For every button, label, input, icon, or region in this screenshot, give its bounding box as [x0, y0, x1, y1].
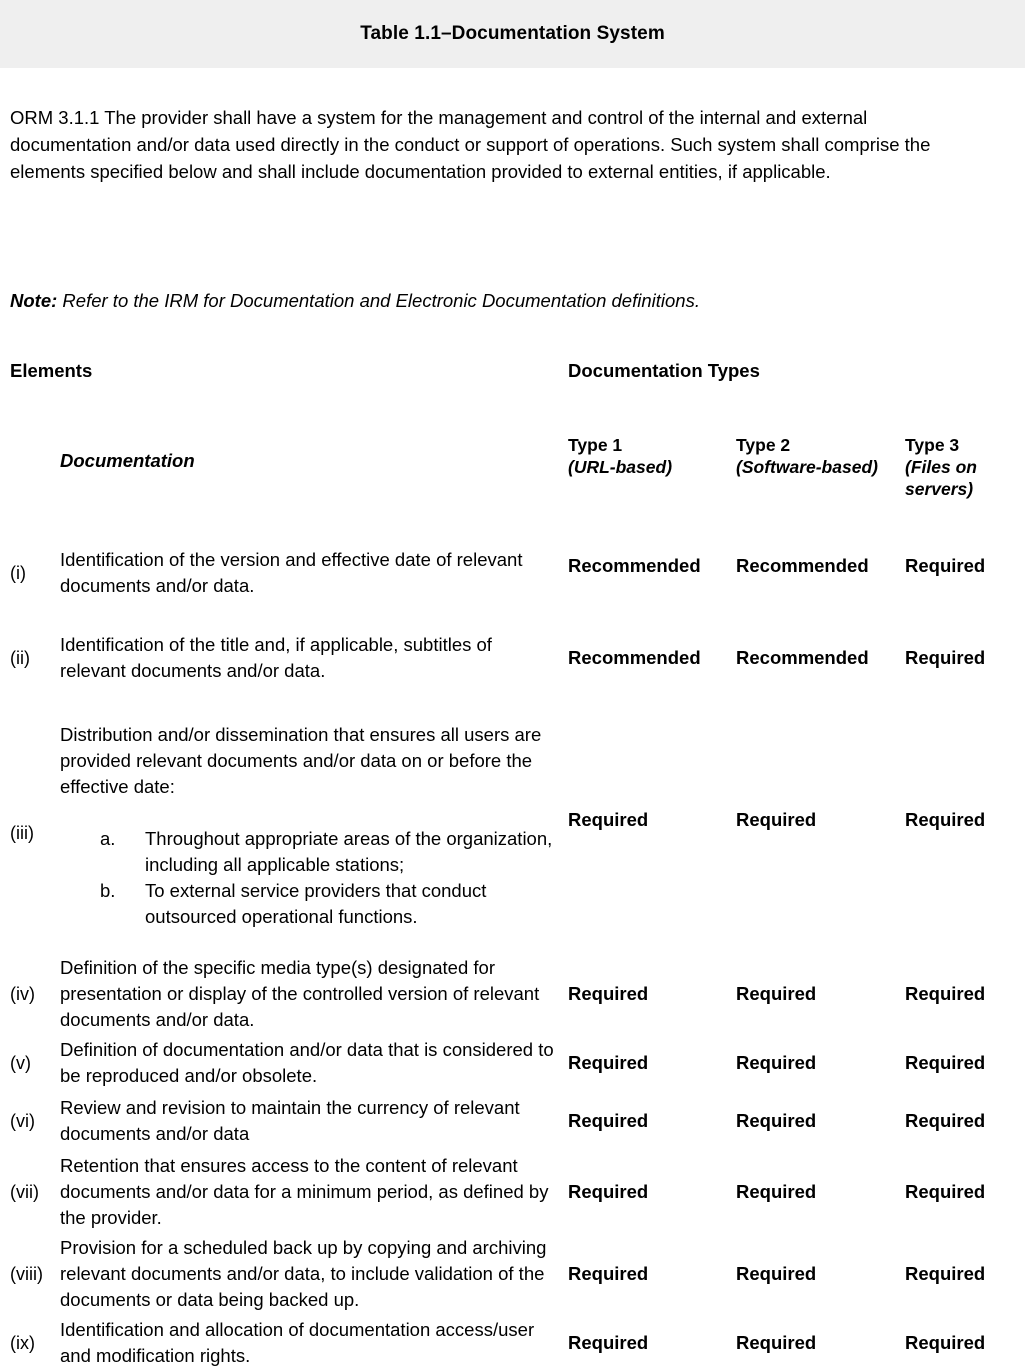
list-item	[60, 878, 560, 930]
note-label: Note:	[10, 290, 58, 311]
column-header-type-3	[905, 434, 1025, 500]
sub-item-text: Throughout appropriate areas of the organization, including all applicable stations;	[145, 828, 553, 875]
row-numeral: (vi)	[10, 1111, 35, 1131]
row-numeral: (iii)	[10, 823, 34, 843]
row-value-type-3: Required	[905, 1332, 986, 1353]
column-header-elements: Elements	[10, 360, 93, 381]
row-value-type-1: Required	[568, 1332, 649, 1353]
row-value-type-3: Required	[905, 809, 986, 830]
row-description: Definition of documentation and/or data that is considered to be reproduced and/or obsolete.	[60, 1039, 554, 1086]
row-numeral: (vii)	[10, 1182, 39, 1202]
note-text: Refer to the IRM for Documentation and Electronic Documentation definitions.	[62, 290, 700, 311]
row-value-type-1: Required	[568, 1052, 649, 1073]
row-numeral: (iv)	[10, 984, 35, 1004]
row-numeral: (v)	[10, 1053, 31, 1073]
row-value-type-3: Required	[905, 555, 986, 576]
row-description: Retention that ensures access to the content of relevant documents and/or data for a minimum period, as defined by the provider.	[60, 1155, 549, 1228]
type-1-sub: (URL-based)	[568, 457, 673, 477]
row-value-type-2: Required	[736, 1263, 817, 1284]
sub-item-marker: a.	[100, 828, 116, 849]
sub-item-marker: b.	[100, 880, 116, 901]
type-2-sub: (Software-based)	[736, 457, 878, 477]
row-value-type-2: Required	[736, 983, 817, 1004]
sub-item-text: To external service providers that conduct outsourced operational functions.	[145, 880, 487, 927]
type-1-name: Type 1	[568, 435, 623, 455]
row-value-type-1: Required	[568, 983, 649, 1004]
row-value-type-1: Required	[568, 1110, 649, 1131]
type-3-name: Type 3	[905, 435, 960, 455]
row-value-type-2: Required	[736, 1332, 817, 1353]
row-value-type-3: Required	[905, 983, 986, 1004]
row-value-type-2: Required	[736, 1052, 817, 1073]
page-title: Table 1.1–Documentation System	[360, 23, 665, 44]
table-title-band	[0, 0, 1025, 68]
row-numeral: (ii)	[10, 648, 30, 668]
row-value-type-2: Recommended	[736, 555, 869, 576]
row-description: Provision for a scheduled back up by copying and archiving relevant documents and/or data, to include validation of the documents or data being backed up.	[60, 1237, 547, 1310]
row-value-type-1: Required	[568, 1181, 649, 1202]
note-line	[10, 288, 970, 314]
row-value-type-3: Required	[905, 1181, 986, 1202]
column-header-type-2	[736, 434, 896, 478]
column-header-documentation-types: Documentation Types	[568, 360, 760, 381]
row-value-type-1: Recommended	[568, 647, 701, 668]
row-description: Identification and allocation of documentation access/user and modification rights.	[60, 1319, 535, 1366]
row-numeral: (ix)	[10, 1333, 35, 1353]
type-2-name: Type 2	[736, 435, 791, 455]
row-description: Identification of the version and effective date of relevant documents and/or data.	[60, 549, 523, 596]
row-value-type-3: Required	[905, 1263, 986, 1284]
row-value-type-3: Required	[905, 1110, 986, 1131]
row-description: Review and revision to maintain the currency of relevant documents and/or data	[60, 1097, 520, 1144]
row-value-type-3: Required	[905, 647, 986, 668]
row-value-type-3: Required	[905, 1052, 986, 1073]
type-3-sub: (Files on servers)	[905, 457, 977, 499]
list-item	[60, 826, 560, 878]
row-sub-items	[60, 826, 560, 930]
row-value-type-1: Recommended	[568, 555, 701, 576]
intro-paragraph: ORM 3.1.1 The provider shall have a system for the management and control of the internal and external documentation and/or data used directly in the conduct or support of operations. Such system shall comprise the elements specified below and shall include documentation provided to external entities, if applicable.	[10, 107, 931, 182]
row-numeral: (viii)	[10, 1264, 43, 1284]
column-header-type-1	[568, 434, 728, 478]
row-description-lead: Distribution and/or dissemination that ensures all users are provided relevant documents and/or data on or before the effective date:	[60, 724, 542, 797]
row-description: Identification of the title and, if applicable, subtitles of relevant documents and/or data.	[60, 634, 492, 681]
row-value-type-1: Required	[568, 1263, 649, 1284]
column-header-documentation: Documentation	[60, 450, 195, 471]
row-spacer	[60, 800, 560, 826]
row-value-type-2: Recommended	[736, 647, 869, 668]
row-description: Definition of the specific media type(s) designated for presentation or display of the controlled version of relevant documents and/or data.	[60, 957, 540, 1030]
row-numeral: (i)	[10, 563, 26, 583]
row-value-type-2: Required	[736, 1110, 817, 1131]
row-value-type-2: Required	[736, 1181, 817, 1202]
row-value-type-2: Required	[736, 809, 817, 830]
row-description	[60, 722, 560, 930]
row-value-type-1: Required	[568, 809, 649, 830]
